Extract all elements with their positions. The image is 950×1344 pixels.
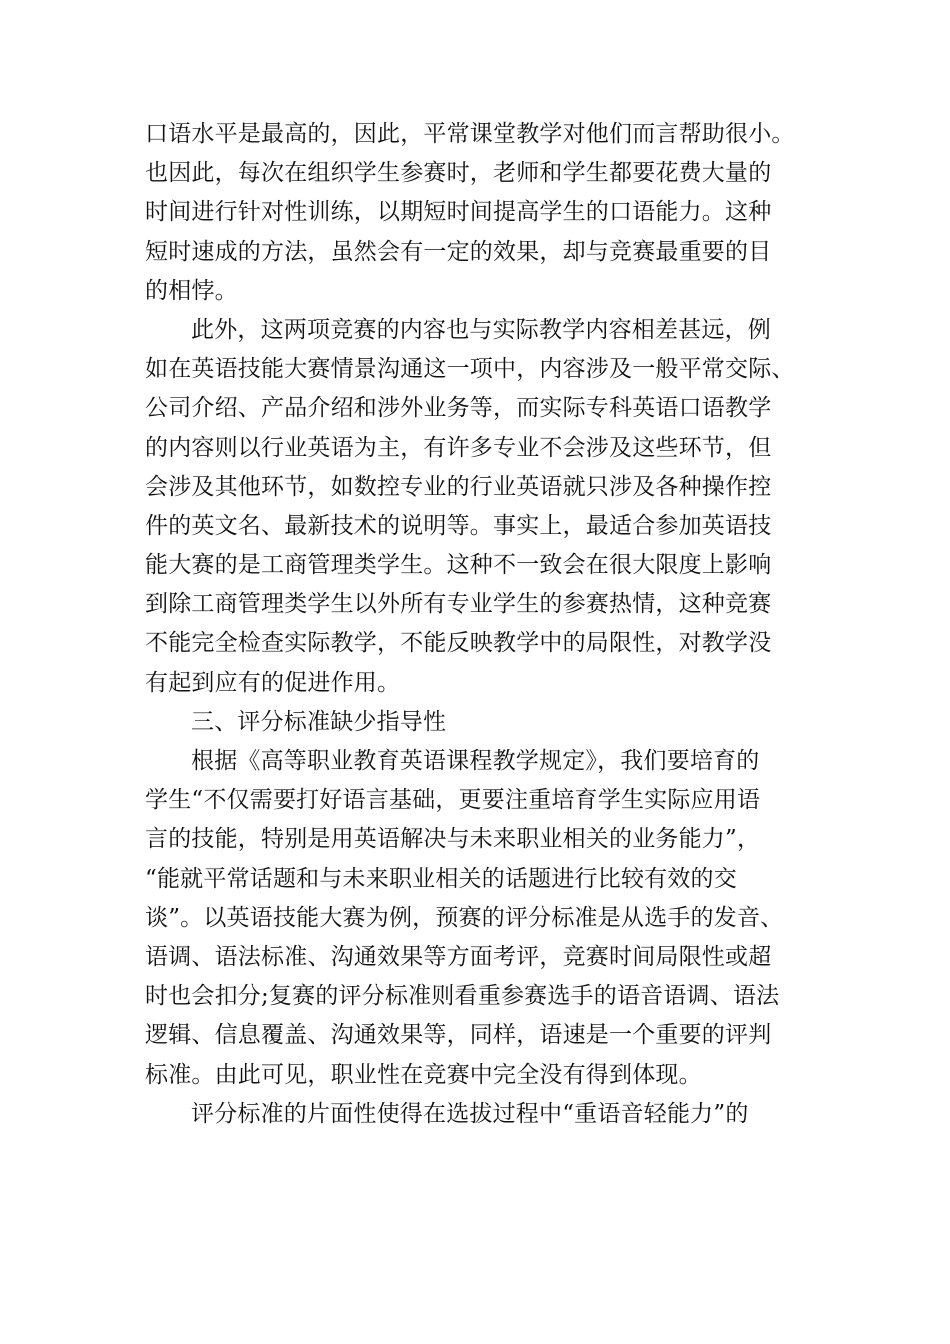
text-line: 有起到应有的促进作用。 [145, 669, 401, 696]
text-line: 的内容则以行业英语为主，有许多专业不会涉及这些环节，但 [145, 434, 772, 461]
paragraph-start-line: 此外，这两项竞赛的内容也与实际教学内容相差甚远，例 [191, 316, 771, 343]
text-line: 口语水平是最高的，因此，平常课堂教学对他们而言帮助很小。 [145, 121, 795, 147]
text-line: 到除工商管理类学生以外所有专业学生的参赛热情，这种竞赛 [145, 591, 772, 618]
text-line: 时也会扣分;复赛的评分标准则看重参赛选手的语音语调、语法 [145, 983, 780, 1010]
text-line: 谈”。以英语技能大赛为例，预赛的评分标准是从选手的发音、 [145, 904, 784, 931]
text-line: 能大赛的是工商管理类学生。这种不一致会在很大限度上影响 [145, 552, 772, 579]
text-line: 件的英文名、最新技术的说明等。事实上，最适合参加英语技 [145, 512, 772, 539]
text-line: “能就平常话题和与未来职业相关的话题进行比较有效的交 [145, 865, 737, 892]
section-heading: 三、评分标准缺少指导性 [191, 708, 447, 735]
text-line: 标准。由此可见，职业性在竞赛中完全没有得到体现。 [145, 1061, 702, 1088]
text-line: 也因此，每次在组织学生参赛时，老师和学生都要花费大量的 [145, 160, 772, 187]
text-line: 的相悖。 [145, 277, 238, 304]
text-line: 学生“不仅需要打好语言基础，更要注重培育学生实际应用语 [145, 787, 761, 814]
text-line: 短时速成的方法，虽然会有一定的效果，却与竞赛最重要的目 [145, 238, 772, 265]
text-line: 如在英语技能大赛情景沟通这一项中，内容涉及一般平常交际、 [145, 356, 795, 383]
text-line: 会涉及其他环节，如数控专业的行业英语就只涉及各种操作控 [145, 473, 772, 500]
paragraph-start-line: 根据《高等职业教育英语课程教学规定》，我们要培育的 [191, 748, 760, 774]
text-line: 语调、语法标准、沟通效果等方面考评，竞赛时间局限性或超 [145, 943, 772, 970]
text-line: 逻辑、信息覆盖、沟通效果等，同样，语速是一个重要的评判 [145, 1022, 772, 1049]
text-line: 言的技能，特别是用英语解决与未来职业相关的业务能力”， [145, 826, 761, 853]
text-line: 时间进行针对性训练，以期短时间提高学生的口语能力。这种 [145, 199, 772, 226]
document-body [145, 115, 810, 1134]
text-line: 公司介绍、产品介绍和涉外业务等，而实际专科英语口语教学 [145, 395, 772, 422]
text-line: 不能完全检查实际教学，不能反映教学中的局限性，对教学没 [145, 630, 772, 657]
paragraph-start-line: 评分标准的片面性使得在选拔过程中“重语音轻能力”的 [191, 1100, 749, 1127]
